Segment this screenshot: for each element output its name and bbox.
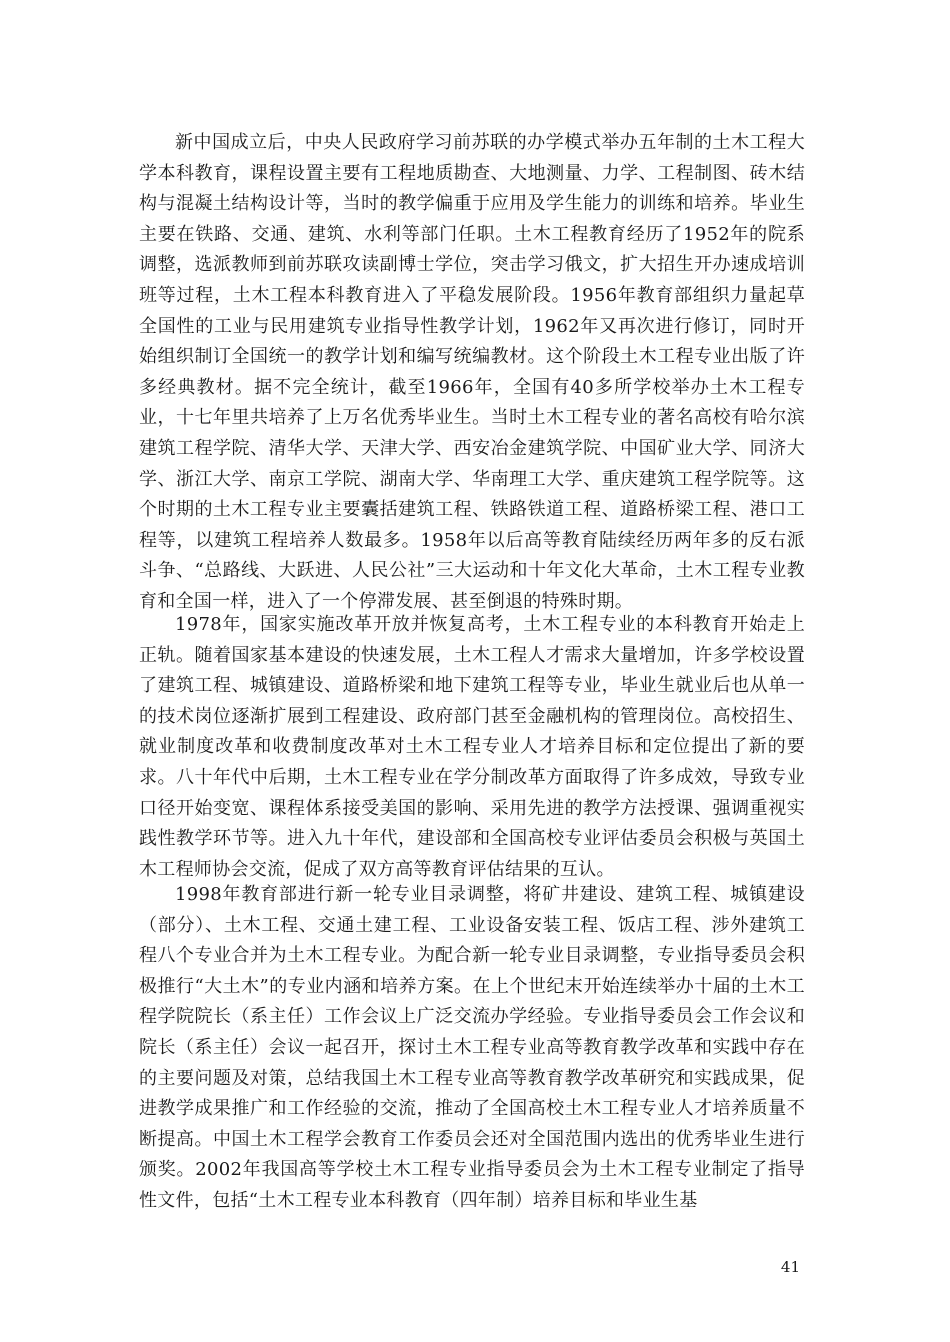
page-number: 41: [780, 1258, 800, 1276]
paragraph-history-1978: 1978年，国家实施改革开放并恢复高考，土木工程专业的本科教育开始走上正轨。随着国家基本建设的快速发展，土木工程人才需求大量增加，许多学校设置了建筑工程、城镇建设、道路桥梁和地下建筑工程等专业，毕业生就业后也从单一的技术岗位逐渐扩展到工程建设、政府部门甚至金融机构的管理岗位。高校招生、就业制度改革和收费制度改革对土木工程专业人才培养目标和定位提出了新的要求。八十年代中后期，土木工程专业在学分制改革方面取得了许多成效，导致专业口径开始变宽、课程体系接受美国的影响、采用先进的教学方法授课、强调重视实践性教学环节等。进入九十年代，建设部和全国高校专业评估委员会积极与英国土木工程师协会交流，促成了双方高等教育评估结果的互认。: [139, 614, 805, 880]
paragraph-history-1949: 新中国成立后，中央人民政府学习前苏联的办学模式举办五年制的土木工程大学本科教育，课程设置主要有工程地质勘查、大地测量、力学、工程制图、砖木结构与混凝土结构设计等，当时的教学偏重于应用及学生能力的训练和培养。毕业生主要在铁路、交通、建筑、水利等部门任职。土木工程教育经历了1952年的院系调整，选派教师到前苏联攻读副博士学位，突击学习俄文，扩大招生开办速成培训班等过程，土木工程本科教育进入了平稳发展阶段。1956年教育部组织力量起草全国性的工业与民用建筑专业指导性教学计划，1962年又再次进行修订，同时开始组织制订全国统一的教学计划和编写统编教材。这个阶段土木工程专业出版了许多经典教材。据不完全统计，截至1966年，全国有40多所学校举办土木工程专业，十七年里共培养了上万名优秀毕业生。当时土木工程专业的著名高校有哈尔滨建筑工程学院、清华大学、天津大学、西安冶金建筑学院、中国矿业大学、同济大学、浙江大学、南京工学院、湖南大学、华南理工大学、重庆建筑工程学院等。这个时期的土木工程专业主要囊括建筑工程、铁路铁道工程、道路桥梁工程、港口工程等，以建筑工程培养人数最多。1958年以后高等教育陆续经历两年多的反右派斗争、“总路线、大跃进、人民公社”三大运动和十年文化大革命，土木工程专业教育和全国一样，进入了一个停滞发展、甚至倒退的特殊时期。: [139, 132, 805, 612]
paragraph-history-1998: 1998年教育部进行新一轮专业目录调整，将矿井建设、建筑工程、城镇建设（部分）、土木工程、交通土建工程、工业设备安装工程、饭店工程、涉外建筑工程八个专业合并为土木工程专业。为配合新一轮专业目录调整，专业指导委员会积极推行“大土木”的专业内涵和培养方案。在上个世纪末开始连续举办十届的土木工程学院院长（系主任）工作会议上广泛交流办学经验。专业指导委员会工作会议和院长（系主任）会议一起召开，探讨土木工程专业高等教育教学改革和实践中存在的主要问题及对策，总结我国土木工程专业高等教育教学改革研究和实践成果，促进教学成果推广和工作经验的交流，推动了全国高校土木工程专业人才培养质量不断提高。中国土木工程学会教育工作委员会还对全国范围内选出的优秀毕业生进行颁奖。2002年我国高等学校土木工程专业指导委员会为土木工程专业制定了指导性文件，包括“土木工程专业本科教育（四年制）培养目标和毕业生基: [139, 884, 805, 1211]
